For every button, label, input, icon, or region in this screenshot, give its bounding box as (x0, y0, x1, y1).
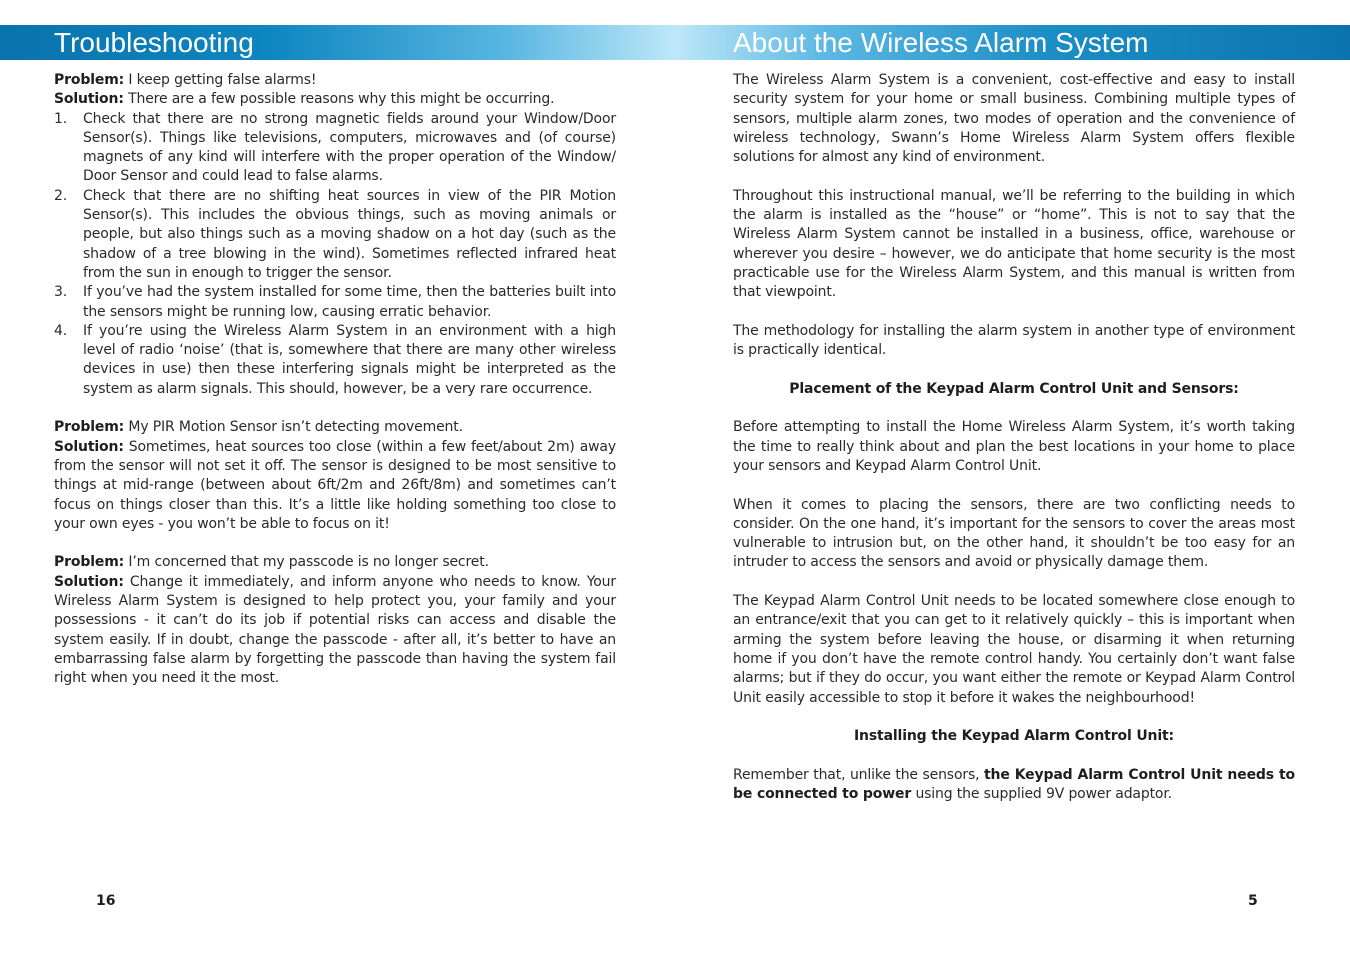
installing-heading: Installing the Keypad Alarm Control Unit: (854, 728, 1174, 745)
list-item: 2. Check that there are no shifting heat sources in view of the PIR Motion Sensor(s). This includes the obvious things, such as moving animals or people, but also things such as a moving shadow on a hot day (such as the shadow of a tree blowing in the wind). Sometimes reflected infrared heat from the sun in enough to trigger the sensor. (54, 187, 616, 281)
about-paragraph-1: The Wireless Alarm System is a convenient, cost-effective and easy to install security system for your home or small business. Combining multiple types of sensors, multiple alarm zones, two modes of operation and the convenience of wireless technology, Swann’s Home Wireless Alarm System offers flexible solutions for almost any kind of environment. (733, 72, 1295, 166)
page-title-about: About the Wireless Alarm System (733, 27, 1149, 58)
problem-3: Problem: I’m concerned that my passcode is no longer secret. (54, 554, 489, 571)
placement-paragraph-1: Before attempting to install the Home Wireless Alarm System, it’s worth taking the time to really think about and plan the best locations in your home to place your sensors and Keypad Alarm Control Unit. (733, 419, 1295, 474)
list-item: 3. If you’ve had the system installed for some time, then the batteries built into the sensors might be running low, causing erratic behavior. (54, 284, 616, 320)
problem-label: Problem: (54, 554, 125, 571)
about-paragraph-3: The methodology for installing the alarm system in another type of environment is practically identical. (733, 322, 1295, 359)
problem-label: Problem: (54, 72, 125, 88)
problem-label: Problem: (54, 419, 125, 436)
troubleshooting-banner (0, 25, 675, 60)
about-banner (675, 25, 1350, 60)
page-number-left: 16 (96, 893, 116, 909)
list-item: 1. Check that there are no strong magnetic fields around your Window/Door Sensor(s). Things like televisions, computers, microwaves and (of course) magnets of any kind will interfere with the proper operation of the Window/ Door Sensor and could lead to false alarms. (54, 110, 616, 185)
about-column (733, 71, 1295, 804)
about-paragraph-2: Throughout this instructional manual, we’ll be referring to the building in which the alarm is installed as the “house” or “home”. This is not to say that the Wireless Alarm System cannot be installed in a business, office, warehouse or wherever you desire – however, we do anticipate that home security is the most practicable use for the Wireless Alarm System, and this manual is written from that viewpoint. (733, 187, 1295, 301)
solution-2: Solution: Sometimes, heat sources too close (within a few feet/about 2m) away from the sensor will not set it off. The sensor is designed to be most sensitive to things at mid-range (between about 6ft/2m and 26ft/8m) and sometimes can’t focus on things closer than this. It’s a little like holding something too close to your own eyes - you won’t be able to focus on it! (54, 438, 616, 532)
troubleshooting-column (54, 71, 616, 689)
page-number-right: 5 (1248, 893, 1258, 909)
placement-heading: Placement of the Keypad Alarm Control Unit and Sensors: (789, 380, 1239, 397)
solution-1-list (54, 110, 616, 399)
problem-2: Problem: My PIR Motion Sensor isn’t detecting movement. (54, 419, 463, 436)
problem-1: Problem: I keep getting false alarms! (54, 72, 317, 88)
placement-paragraph-2: When it comes to placing the sensors, there are two conflicting needs to consider. On the one hand, it’s important for the sensors to cover the areas most vulnerable to intrusion but, on the other hand, it shouldn’t be too easy for an intruder to access the sensors and avoid or physically damage them. (733, 496, 1295, 571)
solution-label: Solution: (54, 573, 124, 590)
list-item: 4. If you’re using the Wireless Alarm System in an environment with a high level of radio ‘noise’ (that is, somewhere that there are many other wireless devices in use) then these interfering signals might be interpreted as the system as alarm signals. This should, however, be a very rare occurrence. (54, 322, 616, 397)
solution-3: Solution: Change it immediately, and inform anyone who needs to know. Your Wireless Alarm System is designed to help protect you, your family and your possessions - it can’t do its job if potential risks can access and disable the system easily. If in doubt, change the passcode - after all, it’s better to have an embarrassing false alarm by forgetting the passcode than having the system fail right when you need it the most. (54, 573, 616, 687)
solution-1: Solution: There are a few possible reasons why this might be occurring. (54, 91, 555, 108)
solution-label: Solution: (54, 438, 124, 455)
placement-paragraph-3: The Keypad Alarm Control Unit needs to be located somewhere close enough to an entrance/exit that you can get to it relatively quickly – this is important when arming the system before leaving the house, or disarming it when returning home if you don’t have the remote control handy. You certainly don’t want false alarms; but if they do occur, you want either the remote or Keypad Alarm Control Unit easily accessible to stop it before it wakes the neighbourhood! (733, 593, 1295, 706)
installing-paragraph: Remember that, unlike the sensors, the Keypad Alarm Control Unit needs to be connected to power using the supplied 9V power adaptor. (733, 766, 1295, 802)
page-title-troubleshooting: Troubleshooting (54, 27, 254, 58)
solution-label: Solution: (54, 91, 124, 108)
